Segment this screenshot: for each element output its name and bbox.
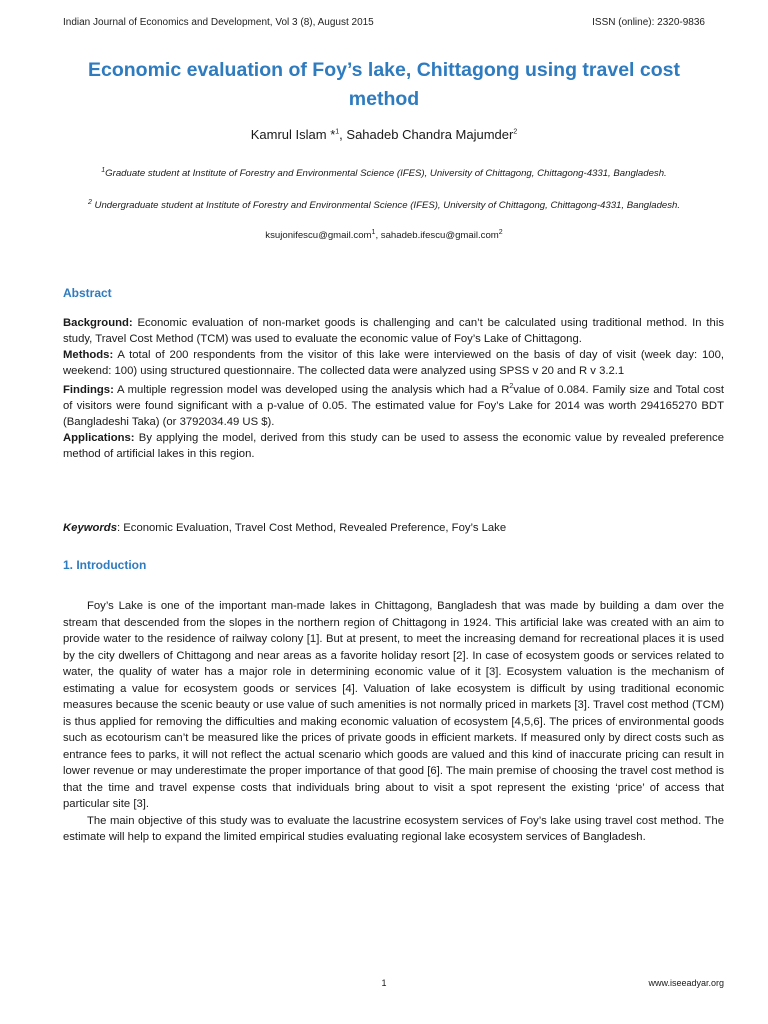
abstract-label: Findings:	[63, 383, 114, 396]
author-separator: ,	[339, 127, 347, 142]
email-marker: 2	[498, 229, 503, 236]
superscript: 2	[509, 383, 514, 390]
email-link[interactable]: ksujonifescu@gmail.com	[265, 230, 372, 242]
affiliation-marker: 1	[101, 167, 106, 174]
introduction-heading: 1. Introduction	[63, 558, 147, 572]
author-affil-marker: 2	[513, 128, 518, 136]
affiliation	[63, 195, 705, 213]
abstract-label: Background:	[63, 317, 133, 329]
abstract-text: A multiple regression model was developed using the analysis which had a R	[113, 383, 510, 396]
abstract-text: Economic evaluation of non-market goods is challenging and can’t be calculated using traditional method. In this study, Travel Cost Method (TCM) was used to evaluate the economic value of Foy’s Lake of Chittagong.	[63, 317, 724, 345]
author-list	[63, 127, 705, 142]
email-marker: 1	[371, 229, 376, 236]
affiliation-text: Undergraduate student at Institute of Forestry and Environmental Science (IFES), University of Chittagong, Chittagong-4331, Bangladesh.	[94, 200, 681, 212]
keywords-text: : Economic Evaluation, Travel Cost Method, Revealed Preference, Foy’s Lake	[117, 522, 507, 534]
abstract-heading: Abstract	[63, 286, 112, 300]
abstract-label: Applications:	[63, 431, 135, 444]
page-number: 1	[381, 978, 387, 988]
abstract-text: A total of 200 respondents from the visitor of this lake were interviewed on the basis of day of visit (week day: 100, weekend: 100) using structured questionnaire. The collected data were analyzed using SPSS v 20 and R v 3.2.1	[63, 349, 724, 377]
paragraph: Foy’s Lake is one of the important man-made lakes in Chittagong, Bangladesh that was made by building a dam over the stream that descended from the slopes in the northern region of Chittagong in 1924. This artificial lake was created with an aim to provide water to the residence of railway colony [1]. But at present, to meet the increasing demand for recreational places it is used by the city dwellers of Chittagong and near areas as a favorite holiday resort [2]. In case of ecosystem goods or services related to water, the quality of water has a major role in determining economic value of it [3]. Ecosystem valuation is the mechanism of estimating a value for ecosystem goods or services [4]. Valuation of lake ecosystem is difficult by using traditional economic measures because the scenic beauty or use value of such amenities is not normally priced in markets [3]. Travel cost method (TCM) is thus applied for removing the difficulties and making economic valuation of ecosystem [4,5,6]. The prices of environmental goods such as ecotourism can’t be measured like the prices of private goods in efficient markets. If measured only by direct costs such as entrance fees to parks, it will not reflect the actual scenario which goods are valued and this kind of inaccurate pricing can result in lower revenue or may underestimate the proper importance of that good [6]. The main premise of choosing the travel cost method is that the time and travel expense costs that individuals bring about to visit a spot represent the existing ‘price’ of access that particular site [3].	[63, 600, 724, 810]
journal-citation: Indian Journal of Economics and Development, Vol 3 (8), August 2015	[63, 17, 374, 28]
abstract-body	[63, 315, 724, 462]
affiliation-text: Graduate student at Institute of Forestry and Environmental Science (IFES), University of Chittagong, Chittagong-4331, Bangladesh.	[105, 168, 667, 180]
abstract-text: By applying the model, derived from this study can be used to assess the economic value by revealed preference method of artificial lakes in this region.	[63, 431, 724, 460]
paper-title: Economic evaluation of Foy’s lake, Chittagong using travel cost method	[88, 59, 680, 110]
email-link[interactable]: sahadeb.ifescu@gmail.com	[380, 230, 499, 242]
author-name: Sahadeb Chandra Majumder	[346, 127, 514, 142]
keywords	[63, 522, 724, 534]
abstract-applications	[63, 430, 724, 462]
affiliation	[63, 163, 705, 181]
author-emails	[63, 229, 705, 241]
issn: ISSN (online): 2320-9836	[592, 17, 705, 28]
email-separator: ,	[375, 230, 381, 242]
abstract-text: value of 0.084. Family size and Total cost of visitors were found significant with a p-value of 0.05. The estimated value for Foy’s Lake for 2014 was worth 294165270 BDT (Bangladeshi Taka) (or 3792034.49 US $).	[63, 383, 724, 428]
affiliation-marker: 2	[87, 199, 92, 206]
running-header	[63, 17, 705, 28]
abstract-label: Methods:	[63, 349, 114, 361]
abstract-findings	[63, 379, 724, 430]
introduction-body	[63, 598, 724, 846]
footer-url[interactable]: www.iseeadyar.org	[648, 978, 724, 988]
abstract-methods	[63, 347, 724, 379]
abstract-background	[63, 315, 724, 347]
paragraph: The main objective of this study was to evaluate the lacustrine ecosystem services of Foy’s lake using travel cost method. The estimate will help to expand the limited empirical studies evaluating regional lake ecosystem services of Bangladesh.	[63, 814, 724, 843]
author-affil-marker: 1	[335, 128, 340, 136]
keywords-label: Keywords	[63, 522, 117, 534]
author-name: Kamrul Islam *	[250, 127, 336, 142]
